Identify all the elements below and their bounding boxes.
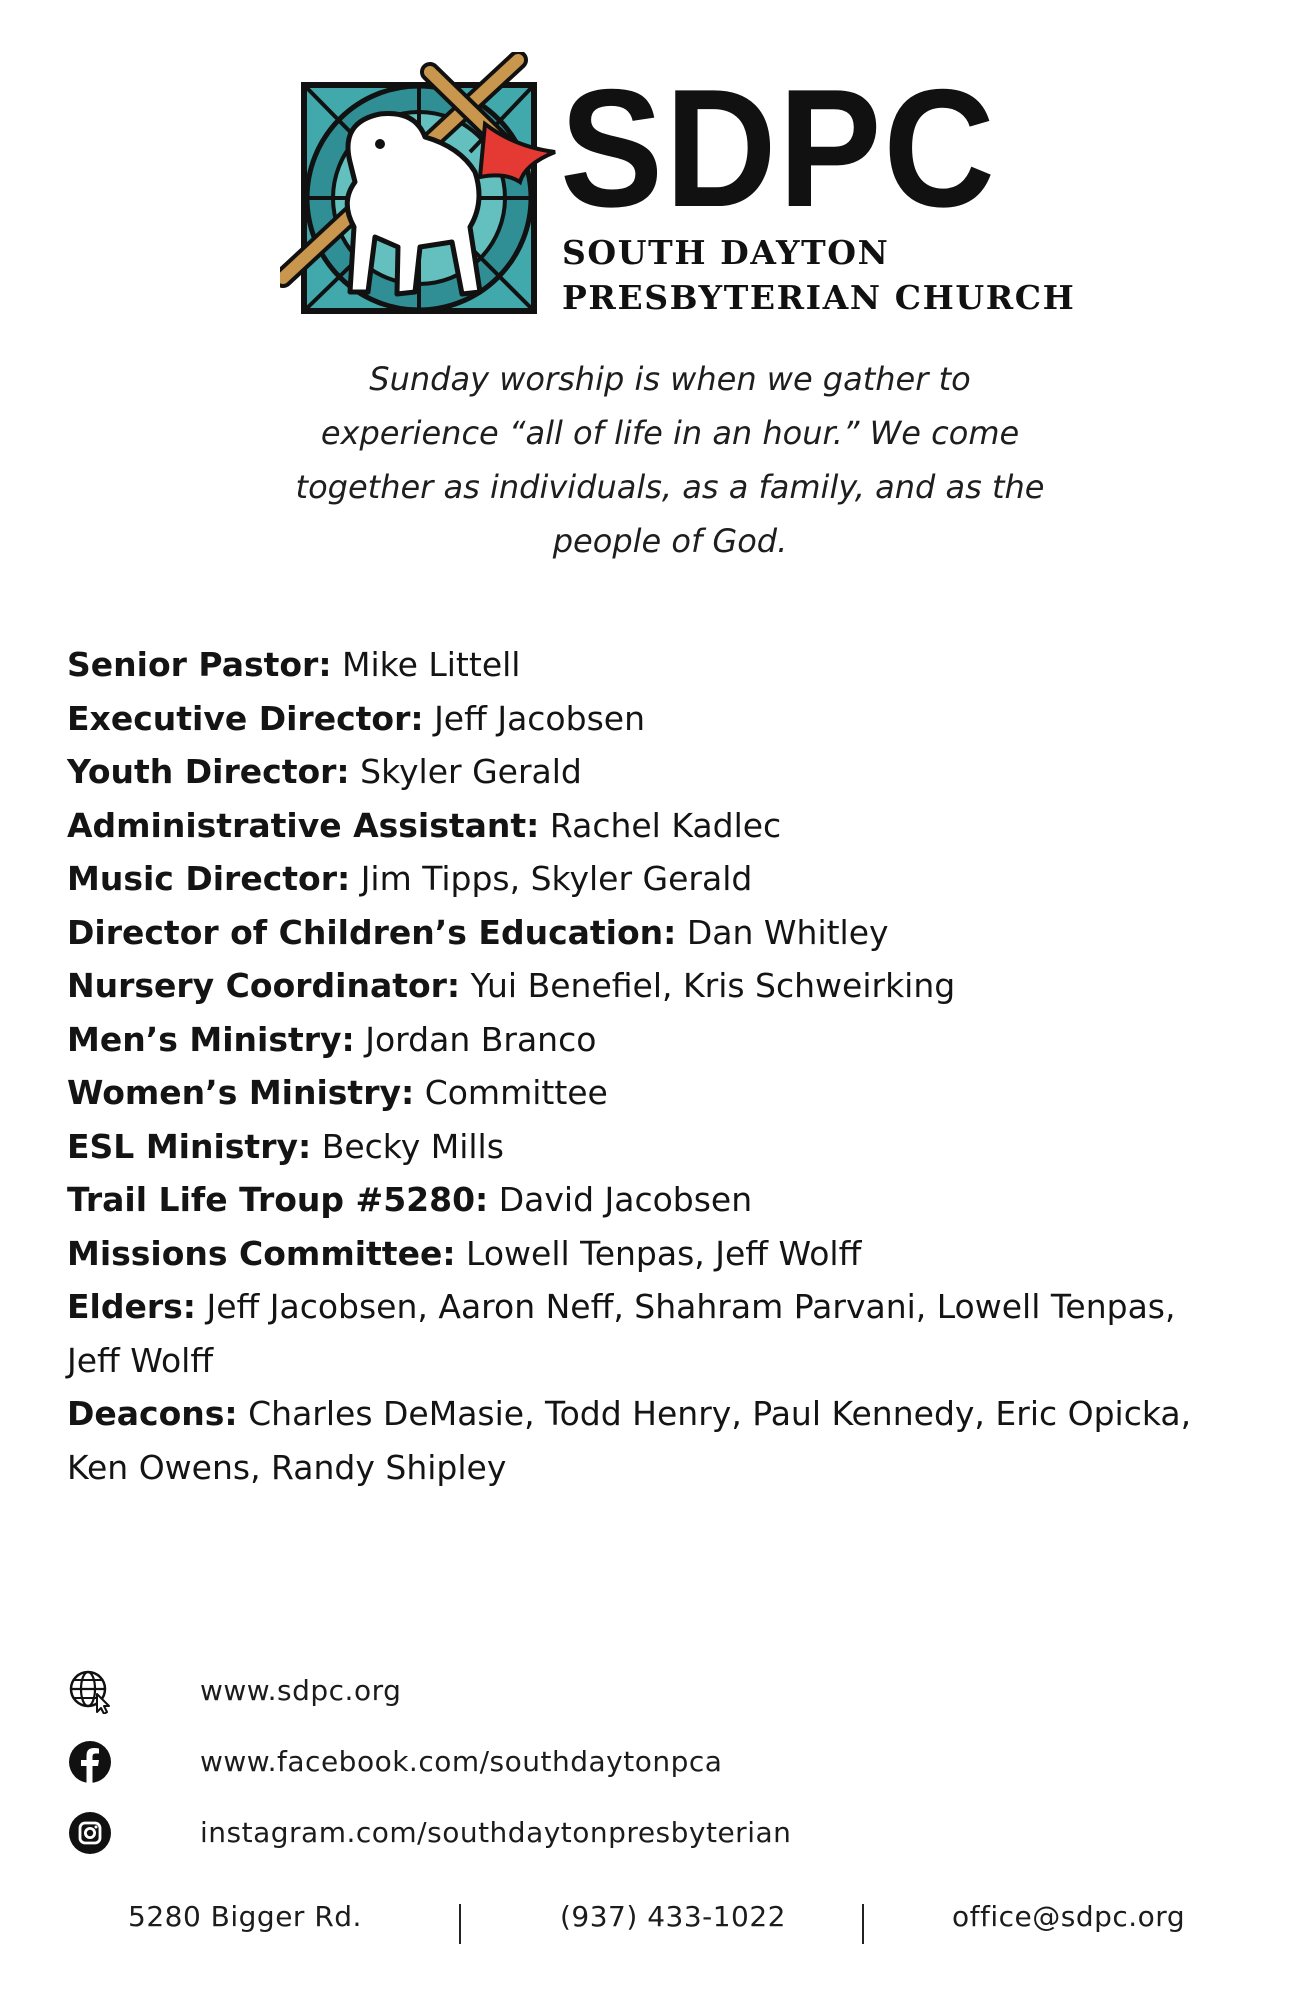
staff-names: Jim Tipps, Skyler Gerald [360, 859, 753, 898]
staff-names: Jeff Jacobsen, Aaron Neff, Shahram Parvani, Lowell Tenpas, Jeff Wolff [67, 1287, 1176, 1380]
staff-role: Youth Director: [67, 752, 350, 791]
footer-address: 5280 Bigger Rd. [128, 1900, 362, 1933]
tagline-line: people of God. [552, 522, 788, 560]
staff-row-missions-committee [67, 1227, 1227, 1281]
staff-row-senior-pastor [67, 638, 1227, 692]
staff-role: Executive Director: [67, 698, 424, 738]
contact-website[interactable] [67, 1655, 791, 1726]
staff-names: Committee [424, 1073, 608, 1112]
staff-row-esl-ministry [67, 1120, 1227, 1174]
lamb-and-cross-icon [280, 52, 570, 322]
facebook-icon [67, 1739, 113, 1785]
footer-divider [459, 1904, 461, 1944]
tagline-line: experience “all of life in an hour.” We come [320, 414, 1020, 452]
staff-role: Nursery Coordinator: [67, 966, 461, 1005]
staff-role: Administrative Assistant: [67, 805, 540, 845]
contact-instagram[interactable] [67, 1797, 791, 1868]
staff-role: Elders: [67, 1287, 196, 1326]
staff-row-administrative-assistant [67, 799, 1227, 853]
staff-names: Charles DeMasie, Todd Henry, Paul Kennedy, Eric Opicka, Ken Owens, Randy Shipley [67, 1394, 1192, 1487]
staff-row-music-director [67, 852, 1227, 906]
staff-names: Mike Littell [342, 645, 521, 684]
staff-row-executive-director [67, 692, 1227, 746]
staff-row-trail-life [67, 1173, 1227, 1227]
facebook-link[interactable]: www.facebook.com/southdaytonpca [200, 1745, 723, 1778]
footer [0, 1900, 1294, 1960]
tagline-line: Sunday worship is when we gather to [369, 360, 971, 398]
staff-role: Director of Children’s Education: [67, 912, 677, 952]
staff-role: ESL Ministry: [67, 1126, 312, 1166]
brand [560, 54, 1076, 317]
globe-cursor-icon [67, 1668, 113, 1714]
staff-role: Music Director: [67, 859, 351, 898]
contact-facebook[interactable] [67, 1726, 791, 1797]
staff-role: Deacons: [67, 1394, 238, 1433]
brand-name-line1: SOUTH DAYTON [562, 233, 890, 272]
footer-phone[interactable]: (937) 433-1022 [560, 1900, 786, 1933]
instagram-icon [67, 1810, 113, 1856]
tagline [180, 352, 1160, 568]
staff-role: Missions Committee: [67, 1233, 456, 1273]
staff-row-womens-ministry [67, 1066, 1227, 1120]
footer-email[interactable]: office@sdpc.org [952, 1900, 1186, 1933]
brand-abbreviation: SDPC [560, 54, 997, 242]
website-link[interactable]: www.sdpc.org [200, 1674, 402, 1707]
staff-names: Skyler Gerald [360, 752, 582, 791]
staff-list [67, 638, 1227, 1494]
tagline-line: together as individuals, as a family, and as the [295, 468, 1045, 506]
footer-divider [862, 1904, 864, 1944]
instagram-link[interactable]: instagram.com/southdaytonpresbyterian [200, 1816, 792, 1849]
staff-names: David Jacobsen [498, 1180, 753, 1219]
staff-row-elders [67, 1280, 1227, 1387]
header [280, 52, 1076, 322]
contact-list [67, 1655, 791, 1868]
staff-row-youth-director [67, 745, 1227, 799]
staff-row-mens-ministry [67, 1013, 1227, 1067]
staff-role: Trail Life Troup #5280: [67, 1180, 489, 1219]
staff-names: Lowell Tenpas, Jeff Wolff [466, 1233, 862, 1273]
staff-role: Women’s Ministry: [67, 1073, 415, 1112]
staff-names: Becky Mills [321, 1126, 504, 1166]
staff-names: Rachel Kadlec [549, 805, 782, 845]
staff-names: Jordan Branco [365, 1019, 597, 1059]
staff-row-deacons [67, 1387, 1227, 1494]
staff-row-childrens-education [67, 906, 1227, 960]
staff-role: Men’s Ministry: [67, 1019, 355, 1059]
staff-row-nursery-coordinator [67, 959, 1227, 1013]
staff-names: Jeff Jacobsen [434, 698, 645, 738]
staff-names: Yui Benefiel, Kris Schweirking [470, 966, 956, 1005]
brand-name-line2: PRESBYTERIAN CHURCH [562, 278, 1076, 317]
staff-names: Dan Whitley [686, 912, 889, 952]
staff-role: Senior Pastor: [67, 645, 332, 684]
